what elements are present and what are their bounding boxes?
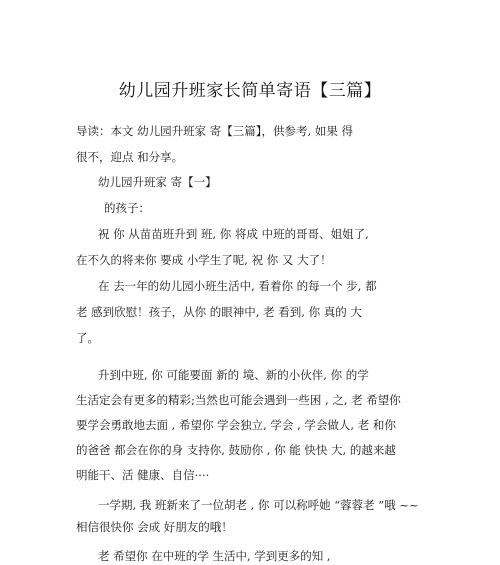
section-heading-1: 幼儿园升班家 寄【一】 (98, 175, 217, 189)
paragraph-3-line-1: 升到中班, 你 可能要面 新的 境、新的小伙伴, 你 的学 (98, 368, 369, 382)
salutation: 的孩子： (104, 201, 150, 215)
intro-line-1: 导读：本文 幼儿园升班家 寄【三篇】，供参考, 如果 得 (76, 124, 354, 138)
paragraph-5-line-1: 老 希望你 在中班的学 生活中, 学到更多的知 , (98, 549, 331, 563)
paragraph-4-line-2: 相信很快你 会成 好朋友的哦！ (76, 520, 233, 534)
intro-line-2: 很不，迎点 和分享。 (76, 150, 184, 164)
paragraph-1-line-2: 在不久的将来你 要成 小学生了呢, 祝 你 又 大了！ (76, 253, 332, 267)
paragraph-3-line-5: 明能干、活 健康、自信···· (76, 468, 210, 482)
paragraph-3-line-4: 的爸爸 都会在你的身 支持你, 鼓励你 , 你 能 快快 大, 的越来越 (76, 443, 396, 457)
paragraph-3-line-2: 生活定会有更多的精彩;当然也可能会遇到一些困 , 之, 老 希望你 (76, 393, 401, 407)
paragraph-2-line-3: 了。 (76, 331, 99, 345)
paragraph-2-line-1: 在 去一年的幼儿园小班生活中, 看着你 的每一个 步, 都 (98, 279, 377, 293)
document-title: 幼儿园升班家长简单寄语【三篇】 (118, 81, 382, 101)
paragraph-4-line-1: 一学期, 我 班新来了一位胡老 , 你 可以称呼她 “蓉蓉老 ”哦 ~~ (98, 498, 419, 512)
paragraph-1-line-1: 祝 你 从苗苗班升到 班, 你 将成 中班的哥哥、姐姐了, (98, 227, 369, 241)
paragraph-2-line-2: 老 感到欣慰！孩子，从你 的眼神中, 老 看到, 你 真的 大 (76, 305, 362, 319)
paragraph-3-line-3: 要学会勇敢地去面 , 希望你 学会独立, 学会 , 学会做人, 老 和你 (76, 418, 396, 432)
